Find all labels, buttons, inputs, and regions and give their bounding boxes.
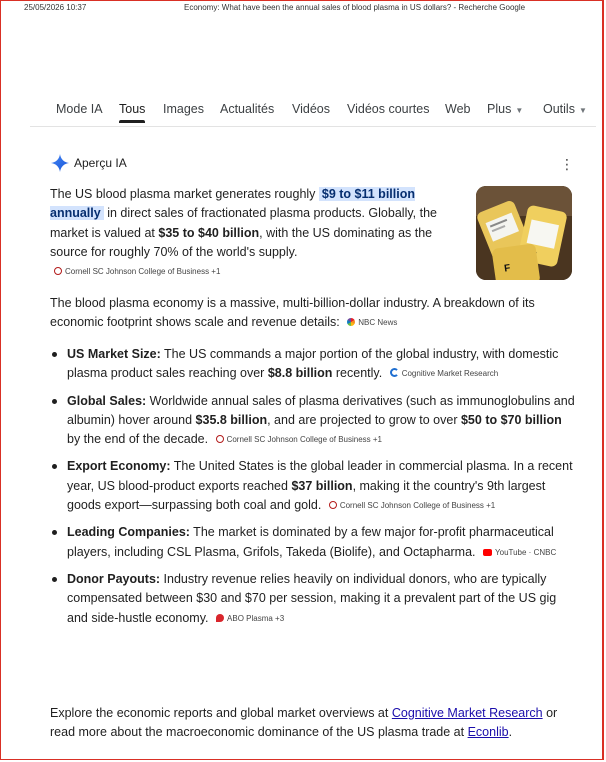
list-item: Export Economy: The United States is the global leader in commercial plasma. In a recent year, US blood-product exports reached $37 billion, making it the country's 9th largest goods export—surpassing both coal and gold. Cornell SC Johnson College of Business +1 — [50, 457, 576, 515]
ai-overview-title: Aperçu IA — [74, 156, 127, 170]
gemini-sparkle-icon — [50, 153, 70, 173]
bullet-dot — [52, 352, 57, 357]
plasma-bags-image[interactable] — [476, 186, 572, 280]
highlighted-answer: $9 to $11 billion annually — [50, 187, 415, 221]
tab-web[interactable]: Web — [445, 102, 471, 116]
source-chip[interactable]: YouTube · CNBC — [483, 543, 556, 562]
tab-images[interactable]: Images — [163, 102, 204, 116]
tab-videos[interactable]: Vidéos — [292, 102, 330, 116]
youtube-icon — [483, 549, 492, 556]
tab-videos-courtes[interactable]: Vidéos courtes — [347, 102, 430, 116]
source-chip[interactable]: ABO Plasma +3 — [216, 609, 284, 628]
bullet-dot — [52, 530, 57, 535]
bullet-dot — [52, 399, 57, 404]
ai-overview-footer: Explore the economic reports and global market overviews at Cognitive Market Research or read more about the macroeconomic dominance of the US plasma trade at Econlib. — [50, 706, 558, 740]
tab-actualites[interactable]: Actualités — [220, 102, 275, 116]
bullet-dot — [52, 464, 57, 469]
source-chip[interactable]: NBC News — [347, 313, 397, 332]
ai-overview-paragraph: The blood plasma economy is a massive, multi-billion-dollar industry. A breakdown of its economic footprint shows scale and revenue details: NBC News — [50, 294, 570, 333]
tab-outils[interactable]: Outils ▼ — [543, 102, 587, 116]
plasma-bags-illustration — [476, 186, 572, 280]
link-cognitive-market-research[interactable]: Cognitive Market Research — [391, 706, 543, 720]
more-options-icon[interactable]: ⋮ — [560, 156, 574, 172]
ai-overview-intro: The US blood plasma market generates roughly $9 to $11 billion annually in direct sales of fractionated plasma products. Globally, the market is valued at $35 to $40 billion, with the US dominating as the source for roughly 70% of the world's supply. Cornell SC Johnson College of Business +1 — [50, 185, 458, 281]
nbc-peacock-icon — [347, 318, 355, 326]
cornell-seal-icon — [216, 435, 224, 443]
chevron-down-icon: ▼ — [515, 106, 524, 115]
tab-mode-ia[interactable]: Mode IA — [56, 102, 103, 116]
source-chip[interactable]: Cornell SC Johnson College of Business +1 — [329, 496, 495, 515]
source-chip[interactable]: Cornell SC Johnson College of Business +1 — [216, 430, 382, 449]
ai-overview-bullets — [50, 345, 576, 636]
search-tabs — [56, 102, 588, 122]
tab-plus[interactable]: Plus ▼ — [487, 102, 524, 116]
source-chip[interactable]: Cornell SC Johnson College of Business +1 — [54, 262, 220, 281]
print-timestamp: 25/05/2026 10:37 — [24, 3, 87, 12]
list-item: Donor Payouts: Industry revenue relies heavily on individual donors, who are typically compensated between $30 and $70 per session, making it a prevalent part of the US gig and side-hustle economy. ABO Plasma +3 — [50, 570, 576, 628]
abo-plasma-icon — [216, 614, 224, 622]
cognitive-market-research-icon — [390, 368, 399, 377]
cornell-seal-icon — [54, 267, 62, 275]
chevron-down-icon: ▼ — [578, 106, 587, 115]
bullet-dot — [52, 577, 57, 582]
source-chip[interactable]: Cognitive Market Research — [390, 364, 498, 383]
svg-text:F: F — [503, 262, 512, 275]
link-econlib[interactable]: Econlib — [467, 725, 509, 740]
list-item: Global Sales: Worldwide annual sales of plasma derivatives (such as immunoglobulins and albumin) hover around $35.8 billion, and are projected to grow to over $50 to $70 billion by the end of the decade. Cornell SC Johnson College of Business +1 — [50, 392, 576, 450]
print-page-title: Economy: What have been the annual sales of blood plasma in US dollars? - Recherche Google — [184, 3, 526, 12]
tab-tous[interactable]: Tous — [119, 102, 146, 116]
tabs-divider — [30, 126, 596, 127]
cornell-seal-icon — [329, 501, 337, 509]
list-item: US Market Size: The US commands a major portion of the global industry, with domestic plasma product sales reaching over $8.8 billion recently. Cognitive Market Research — [50, 345, 576, 384]
list-item: Leading Companies: The market is dominated by a few major for-profit pharmaceutical players, including CSL Plasma, Grifols, Takeda (Biolife), and Octapharma. YouTube · CNBC — [50, 523, 576, 562]
